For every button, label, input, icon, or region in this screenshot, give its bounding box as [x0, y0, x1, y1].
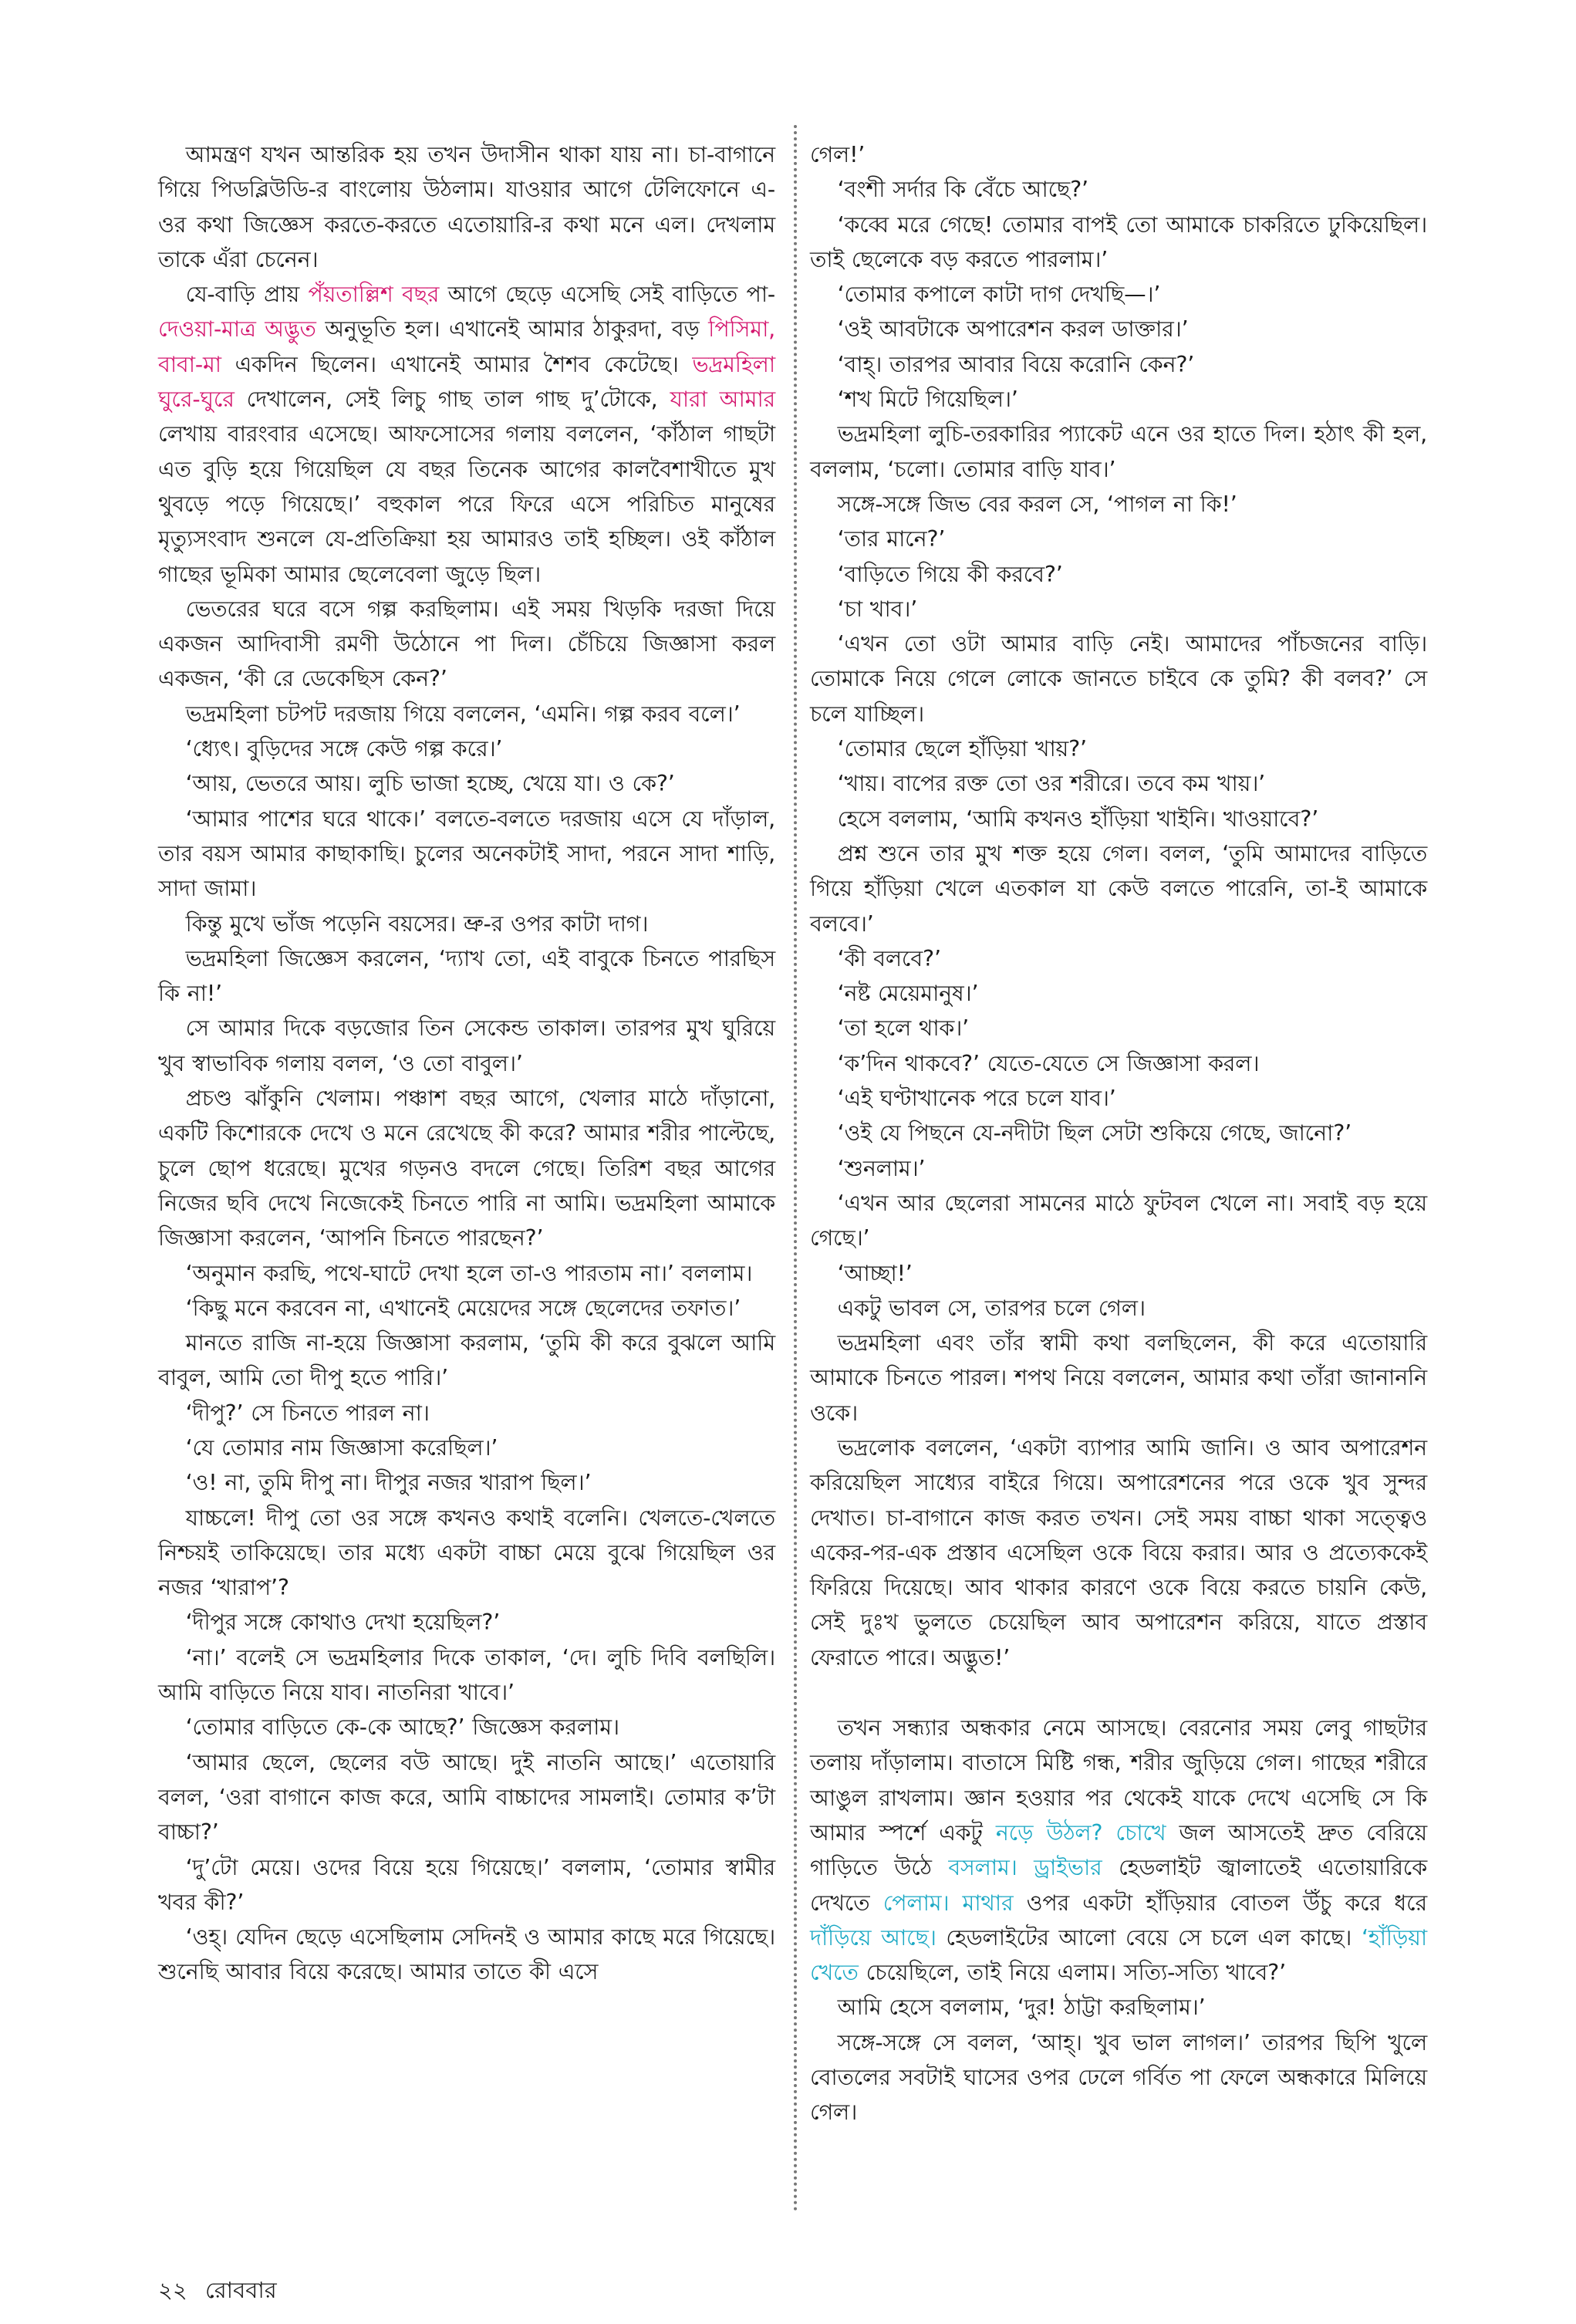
text-run: ‘বাড়িতে গিয়ে কী করবে?’: [837, 561, 1063, 587]
paragraph: [158, 1396, 775, 1431]
text-run: ‘শখ মিটে গিয়েছিল।’: [837, 387, 1018, 413]
paragraph: [810, 277, 1427, 312]
text-run: ‘বাহ্‌। তারপর আবার বিয়ে করোনি কেন?’: [837, 351, 1195, 377]
paragraph: [810, 417, 1427, 487]
highlighted-text: দাঁড়িয়ে আছে।: [810, 1924, 936, 1951]
text-run: ‘খায়। বাপের রক্ত তো ওর শরীরে। তবে কম খায়।’: [837, 771, 1266, 797]
text-run: গেল!’: [810, 142, 866, 167]
paragraph: [810, 208, 1427, 278]
text-run: হেডলাইটের আলো বেয়ে সে চলে এল কাছে।: [936, 1924, 1362, 1951]
text-run: ‘এখন আর ছেলেরা সামনের মাঠে ফুটবল খেলে না। সবাই বড় হয়ে গেছে।’: [810, 1190, 1427, 1252]
text-run: প্রশ্ন শুনে তার মুখ শক্ত হয়ে গেল। বলল, ‘তুমি আমাদের বাড়িতে গিয়ে হাঁড়িয়া খেলে এতকাল যা কেউ বলতে পারেনি, তা-ই আমাকে বলবে।’: [810, 840, 1427, 937]
paragraph: [158, 731, 775, 766]
text-run: মানতে রাজি না-হয়ে জিজ্ঞাসা করলাম, ‘তুমি কী করে বুঝলে আমি বাবুল, আমি তো দীপু হতে পারি।’: [158, 1330, 775, 1391]
text-run: ‘ওই যে পিছনে যে-নদীটা ছিল সেটা শুকিয়ে গেছে, জানো?’: [837, 1120, 1352, 1147]
paragraph: [810, 1011, 1427, 1045]
left-column: [158, 137, 775, 1990]
text-run: ‘তা হলে থাক।’: [837, 1015, 970, 1042]
text-run: ‘না।’ বলেই সে ভদ্রমহিলার দিকে তাকাল, ‘দে। লুচি দিবি বলছিলি। আমি বাড়িতে নিয়ে যাব। নাতনিরা খাবে।’: [158, 1644, 775, 1706]
right-column: [810, 137, 1427, 2130]
paragraph: [810, 1046, 1427, 1081]
paragraph: [158, 1256, 775, 1291]
paragraph: [158, 802, 775, 907]
text-run: অনুভূতি হল। এখানেই আমার ঠাকুরদা, বড়: [316, 316, 709, 343]
text-run: ভদ্রমহিলা চটপট দরজায় গিয়ে বললেন, ‘এমনি। গল্প করব বলে।’: [185, 701, 741, 727]
paragraph: [810, 1186, 1427, 1256]
paragraph: [810, 976, 1427, 1011]
paragraph: [810, 382, 1427, 417]
text-run: ভদ্রলোক বললেন, ‘একটা ব্যাপার আমি জানি। ও আব অপারেশন করিয়েছিল সাধ্যের বাইরে গিয়ে। অপারেশনের পরে ওকে খুব সুন্দর দেখাত। চা-বাগানে কাজ করত তখন। সেই সময় বাচ্চা থাকা সত্ত্বেও একের-পর-এক প্রস্তাব এসেছিল ওকে বিয়ে করার। আর ও প্রত্যেককেই ফিরিয়ে দিয়েছে। আব থাকার কারণে ওকে বিয়ে করতে চায়নি কেউ, সেই দুঃখ ভুলতে চেয়েছিল আব অপারেশন করিয়ে, যাতে প্রস্তাব ফেরাতে পারে। অদ্ভুত!’: [810, 1434, 1427, 1670]
text-run: তখন সন্ধ্যার অন্ধকার নেমে আসছে। বেরনোর সময় লেবু গাছটার তলায় দাঁড়ালাম। বাতাসে মিষ্টি গন্ধ, শরীর জুড়িয়ে গেল। গাছের শরীরে আঙুল রাখলাম। জ্ঞান হওয়ার পর থেকেই যাকে দেখে এসেছি সে কি আমার স্পর্শে একটু: [810, 1715, 1427, 1846]
text-run: ‘নষ্ট মেয়েমানুষ।’: [837, 981, 979, 1007]
paragraph: [810, 2025, 1427, 2130]
text-run: হেডলাইট জ্বালাতেই এতোয়ারিকে দেখতে: [810, 1855, 1427, 1916]
text-run: ‘এই ঘণ্টাখানেক পরে চলে যাব।’: [837, 1086, 1116, 1112]
text-run: ‘ও! না, তুমি দীপু না। দীপুর নজর খারাপ ছিল।’: [185, 1470, 592, 1496]
paragraph: [810, 802, 1427, 836]
paragraph: [810, 312, 1427, 346]
paragraph: [810, 522, 1427, 556]
paragraph: [810, 766, 1427, 801]
text-run: ‘আচ্ছা!’: [837, 1260, 913, 1286]
text-run: ‘দীপু?’ সে চিনতে পারল না।: [185, 1400, 430, 1426]
paragraph: [810, 137, 1427, 172]
paragraph: [158, 1326, 775, 1396]
paragraph: [158, 1291, 775, 1326]
paragraph: [158, 941, 775, 1012]
text-run: ‘আয়, ভেতরে আয়। লুচি ভাজা হচ্ছে, খেয়ে যা। ও কে?’: [185, 771, 675, 797]
text-run: ‘কী বলবে?’: [837, 945, 941, 971]
text-run: একটু ভাবল সে, তারপর চলে গেল।: [837, 1295, 1146, 1321]
text-run: লেখায় বারংবার এসেছে। আফসোসের গলায় বললেন, ‘কাঁঠাল গাছটা এত বুড়ি হয়ে গিয়েছিল যে বছর তিনেক আগের কালবৈশাখীতে মুখ থুবড়ে পড়ে গিয়েছে।’ বহুকাল পরে ফিরে এসে পরিচিত মানুষের মৃত্যুসংবাদ শুনলে যে-প্রতিক্রিয়া হয় আমারও তাই হচ্ছিল। ওই কাঁঠাল গাছের ভূমিকা আমার ছেলেবেলা জুড়ে ছিল।: [158, 421, 775, 587]
text-run: চেয়েছিলে, তাই নিয়ে এলাম। সত্যি-সত্যি খাবে?’: [858, 1960, 1286, 1986]
magazine-name: রোববার: [204, 2277, 277, 2303]
highlighted-text: যারা আমার: [670, 387, 775, 413]
paragraph: [810, 731, 1427, 766]
paragraph: [810, 592, 1427, 627]
paragraph: [158, 766, 775, 801]
text-run: ‘ওহ্‌। যেদিন ছেড়ে এসেছিলাম সেদিনই ও আমার কাছে মরে গিয়েছে। শুনেছি আবার বিয়ে করেছে। আমার তাতে কী এসে: [158, 1924, 775, 1985]
highlighted-text: ভদ্রমহিলা ঘুরে-ঘুরে: [158, 351, 775, 413]
paragraph: [158, 137, 775, 277]
highlighted-text: পেলাম। মাথার: [882, 1890, 1014, 1916]
text-run: ‘দু’টো মেয়ে। ওদের বিয়ে হয়ে গিয়েছে।’ বললাম, ‘তোমার স্বামীর খবর কী?’: [158, 1854, 775, 1915]
paragraph: [158, 1465, 775, 1500]
text-run: ‘কিছু মনে করবেন না, এখানেই মেয়েদের সঙ্গে ছেলেদের তফাত।’: [185, 1295, 741, 1321]
text-run: আগে ছেড়ে এসেছি সেই বাড়িতে পা-: [439, 282, 775, 308]
paragraph: [810, 557, 1427, 592]
paragraph: [810, 347, 1427, 382]
text-run: ভদ্রমহিলা জিজ্ঞেস করলেন, ‘দ্যাখ তো, এই বাবুকে চিনতে পারছিস কি না!’: [158, 945, 775, 1007]
text-run: ওপর একটা হাঁড়িয়ার বোতল উঁচু করে ধরে: [1013, 1890, 1428, 1916]
text-run: ‘যে তোমার নাম জিজ্ঞাসা করেছিল।’: [185, 1434, 498, 1461]
text-run: ‘অনুমান করছি, পথে-ঘাটে দেখা হলে তা-ও পারতাম না।’ বললাম।: [185, 1260, 753, 1286]
paragraph: [158, 1081, 775, 1255]
text-run: ‘দীপুর সঙ্গে কোথাও দেখা হয়েছিল?’: [185, 1610, 501, 1636]
text-run: একদিন ছিলেন। এখানেই আমার শৈশব কেটেছে।: [221, 351, 693, 377]
text-run: কিন্তু মুখে ভাঁজ পড়েনি বয়সের। ভ্রু-র ওপর কাটা দাগ।: [185, 910, 649, 937]
text-run: ‘আমার পাশের ঘরে থাকে।’ বলতে-বলতে দরজায় এসে যে দাঁড়াল, তার বয়স আমার কাছাকাছি। চুলের অনেকটাই সাদা, পরনে সাদা শাড়ি, সাদা জামা।: [158, 806, 775, 902]
text-run: আমন্ত্রণ যখন আন্তরিক হয় তখন উদাসীন থাকা যায় না। চা-বাগানে গিয়ে পিডব্লিউডি-র বাংলোয় উঠলাম। যাওয়ার আগে টেলিফোনে এ-ওর কথা জিজ্ঞেস করতে-করতে এতোয়ারি-র কথা মনে এল। দেখলাম তাকে এঁরা চেনেন।: [158, 142, 775, 272]
text-run: সঙ্গে-সঙ্গে জিভ বের করল সে, ‘পাগল না কি!’: [837, 491, 1237, 517]
text-run: হেসে বললাম, ‘আমি কখনও হাঁড়িয়া খাইনি। খাওয়াবে?’: [837, 806, 1319, 832]
paragraph: [158, 1640, 775, 1711]
text-run: ‘চা খাব।’: [837, 596, 918, 622]
paragraph: [810, 1431, 1427, 1675]
text-run: দেখালেন, সেই লিচু গাছ তাল গাছ দু’টোকে,: [234, 387, 670, 413]
paragraph: [158, 1850, 775, 1920]
text-run: ‘ওই আবটাকে অপারেশন করল ডাক্তার।’: [837, 316, 1189, 343]
text-run: ‘তোমার বাড়িতে কে-কে আছে?’ জিজ্ঞেস করলাম।: [185, 1714, 619, 1741]
text-run: ভদ্রমহিলা লুচি-তরকারির প্যাকেট এনে ওর হাতে দিল। হঠাৎ কী হল, বললাম, ‘চলো। তোমার বাড়ি যাব।’: [810, 421, 1427, 482]
paragraph: [158, 1605, 775, 1640]
paragraph: [158, 697, 775, 731]
paragraph: [810, 172, 1427, 207]
text-run: ‘তোমার কপালে কাটা দাগ দেখছি—।’: [837, 282, 1161, 308]
paragraph: [158, 592, 775, 697]
page-footer: [158, 2273, 277, 2311]
paragraph: [810, 487, 1427, 522]
text-run: আমি হেসে বললাম, ‘দুর! ঠাট্টা করছিলাম।’: [837, 1995, 1206, 2021]
paragraph: [810, 1081, 1427, 1116]
paragraph: [810, 1116, 1427, 1150]
paragraph: [158, 1920, 775, 1990]
paragraph: [810, 1256, 1427, 1291]
highlighted-text: ‘হাঁড়িয়া খেতে: [810, 1924, 1427, 1986]
text-run: জল আসতেই দ্রুত বেরিয়ে গাড়িতে উঠে: [810, 1819, 1427, 1881]
paragraph: [158, 1501, 775, 1606]
paragraph: [810, 836, 1427, 941]
paragraph: [810, 627, 1427, 731]
text-run: প্রচণ্ড ঝাঁকুনি খেলাম। পঞ্চাশ বছর আগে, খেলার মাঠে দাঁড়ানো, একটি কিশোরকে দেখে ও মনে রেখেছে কী করে? আমার শরীর পাল্টেছে, চুলে ছোপ ধরেছে। মুখের গড়নও বদলে গেছে। তিরিশ বছর আগের নিজের ছবি দেখে নিজেকেই চিনতে পারি না আমি। ভদ্রমহিলা আমাকে জিজ্ঞাসা করলেন, ‘আপনি চিনতে পারছেন?’: [158, 1086, 775, 1252]
column-divider: [794, 125, 797, 2213]
highlighted-text: পঁয়তাল্লিশ বছর: [308, 282, 440, 308]
paragraph: [810, 1151, 1427, 1186]
paragraph: [158, 1710, 775, 1745]
text-run: সে আমার দিকে বড়জোর তিন সেকেন্ড তাকাল। তারপর মুখ ঘুরিয়ে খুব স্বাভাবিক গলায় বলল, ‘ও তো বাবুল।’: [158, 1015, 775, 1076]
text-run: ‘বংশী সর্দার কি বেঁচে আছে?’: [837, 177, 1088, 203]
highlighted-text: পিসিমা, বাবা-মা: [158, 316, 776, 377]
paragraph: [158, 1011, 775, 1081]
text-run: সঙ্গে-সঙ্গে সে বলল, ‘আহ্‌। খুব ভাল লাগল।’ তারপর ছিপি খুলে বোতলের সবটাই ঘাসের ওপর ঢেলে গর্বিত পা ফেলে অন্ধকারে মিলিয়ে গেল।: [810, 2029, 1427, 2126]
text-run: ‘ক’দিন থাকবে?’ যেতে-যেতে সে জিজ্ঞাসা করল।: [837, 1050, 1260, 1076]
text-run: ‘আমার ছেলে, ছেলের বউ আছে। দুই নাতনি আছে।’ এতোয়ারি বলল, ‘ওরা বাগানে কাজ করে, আমি বাচ্চাদের সামলাই। তোমার ক’টা বাচ্চা?’: [158, 1749, 775, 1846]
paragraph: [158, 1745, 775, 1850]
paragraph: [810, 1326, 1427, 1431]
text-run: ‘শুনলাম।’: [837, 1155, 926, 1181]
text-run: ভেতরের ঘরে বসে গল্প করছিলাম। এই সময় খিড়কি দরজা দিয়ে একজন আদিবাসী রমণী উঠোনে পা দিল। চেঁচিয়ে জিজ্ঞাসা করল একজন, ‘কী রে ডেকেছিস কেন?’: [158, 596, 775, 692]
highlighted-text: দেওয়া-মাত্র অদ্ভুত: [158, 316, 316, 343]
paragraph: [158, 1431, 775, 1465]
text-run: ‘এখন তো ওটা আমার বাড়ি নেই। আমাদের পাঁচজনের বাড়ি। তোমাকে নিয়ে গেলে লোকে জানতে চাইবে কে তুমি? কী বলব?’ সে চলে যাচ্ছিল।: [810, 631, 1427, 727]
paragraph: [158, 907, 775, 941]
text-run: ‘কব্বে মরে গেছে! তোমার বাপই তো আমাকে চাকরিতে ঢুকিয়েছিল। তাই ছেলেকে বড় করতে পারলাম।’: [810, 211, 1427, 272]
text-run: ‘ধ্যেৎ। বুড়িদের সঙ্গে কেউ গল্প করে।’: [185, 736, 503, 762]
text-run: ‘তোমার ছেলে হাঁড়িয়া খায়?’: [837, 736, 1087, 762]
page-number: ২২: [158, 2277, 187, 2303]
highlighted-text: নড়ে উঠল? চোখে: [995, 1819, 1166, 1846]
text-run: যাচ্চলে! দীপু তো ওর সঙ্গে কখনও কথাই বলেনি। খেলতে-খেলতে নিশ্চয়ই তাকিয়েছে। তার মধ্যে একটা বাচ্চা মেয়ে বুঝে গিয়েছিল ওর নজর ‘খারাপ’?: [158, 1505, 775, 1601]
paragraph: [810, 1990, 1427, 2025]
text-run: যে-বাড়ি প্রায়: [185, 282, 309, 308]
text-run: ‘তার মানে?’: [837, 526, 946, 552]
paragraph: [810, 941, 1427, 976]
text-run: ভদ্রমহিলা এবং তাঁর স্বামী কথা বলছিলেন, কী করে এতোয়ারি আমাকে চিনতে পারল। শপথ নিয়ে বললেন, আমার কথা তাঁরা জানাননি ওকে।: [810, 1330, 1427, 1426]
highlighted-text: বসলাম। ড্রাইভার: [948, 1855, 1102, 1881]
paragraph: [810, 1711, 1427, 1990]
paragraph: [810, 1291, 1427, 1326]
paragraph: [158, 277, 775, 592]
